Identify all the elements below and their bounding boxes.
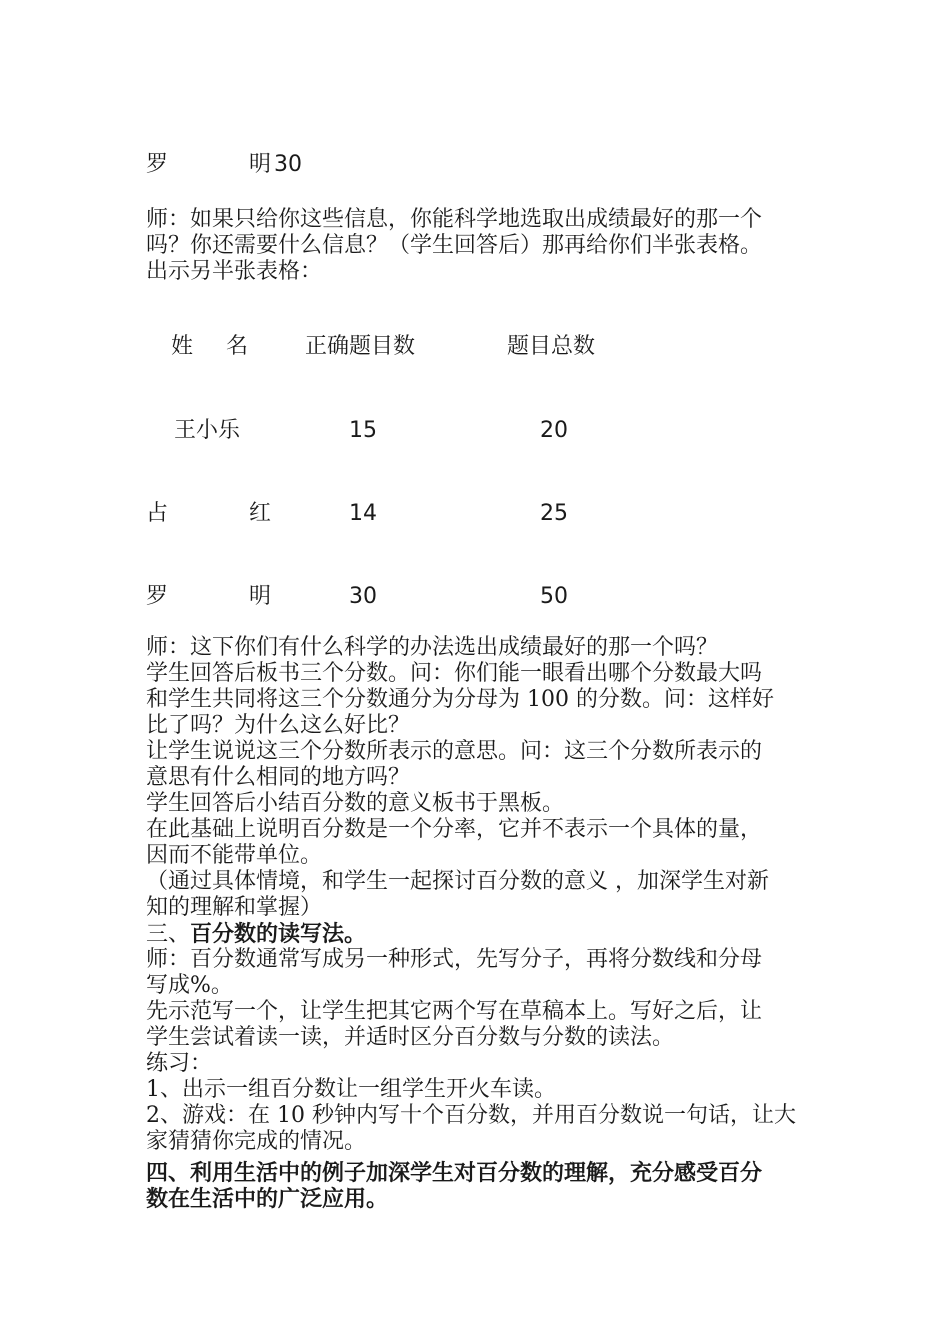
- section-3-line: 2、游戏：在 10 秒钟内写十个百分数，并用百分数说一句话，让大: [146, 1103, 796, 1128]
- body-line: 师：这下你们有什么科学的办法选出成绩最好的那一个吗？: [146, 635, 719, 660]
- table-row-name: 王小乐: [174, 418, 241, 443]
- body-line: 在此基础上说明百分数是一个分率，它并不表示一个具体的量，: [146, 817, 763, 842]
- table-row-name-first: 占: [146, 501, 169, 526]
- section-3-line: 先示范写一个，让学生把其它两个写在草稿本上。写好之后，让: [146, 999, 763, 1024]
- top-row-value: 30: [274, 152, 302, 177]
- table-row-name-first: 罗: [146, 584, 169, 609]
- table-row-correct: 30: [349, 584, 377, 609]
- table-row-correct: 14: [349, 501, 377, 526]
- body-line: （通过具体情境，和学生一起探讨百分数的意义 ，加深学生对新: [146, 869, 769, 894]
- table-row-name-last: 明: [249, 584, 272, 609]
- table-row-total: 25: [540, 501, 568, 526]
- top-row-name-first: 罗: [146, 152, 169, 177]
- body-line: 知的理解和掌握）: [146, 895, 323, 920]
- section-4-heading: 四、利用生活中的例子加深学生对百分数的理解，充分感受百分: [146, 1160, 763, 1186]
- section-3-prefix: 三、: [146, 922, 191, 947]
- table-row-total: 20: [540, 418, 568, 443]
- intro-line: 师：如果只给你这些信息，你能科学地选取出成绩最好的那一个: [146, 207, 763, 232]
- section-3-line: 师：百分数通常写成另一种形式，先写分子，再将分数线和分母: [146, 947, 763, 972]
- body-line: 学生回答后小结百分数的意义板书于黑板。: [146, 791, 565, 816]
- header-name-first: 姓: [171, 334, 194, 359]
- body-line: 比了吗？为什么这么好比？: [146, 713, 411, 738]
- table-row-correct: 15: [349, 418, 377, 443]
- header-total-count: 题目总数: [507, 334, 596, 359]
- header-correct-count: 正确题目数: [305, 334, 416, 359]
- section-3-line: 写成%。: [146, 973, 233, 998]
- intro-line: 出示另半张表格：: [146, 259, 323, 284]
- body-line: 让学生说说这三个分数所表示的意思。问：这三个分数所表示的: [146, 739, 763, 764]
- table-row-name-last: 红: [249, 501, 272, 526]
- intro-line: 吗？你还需要什么信息？（学生回答后）那再给你们半张表格。: [146, 233, 763, 258]
- section-3-title: 百分数的读写法。: [190, 921, 367, 947]
- body-line: 意思有什么相同的地方吗？: [146, 765, 411, 790]
- body-line: 学生回答后板书三个分数。问：你们能一眼看出哪个分数最大吗: [146, 661, 763, 686]
- section-3-line: 家猜猜你完成的情况。: [146, 1129, 367, 1154]
- body-line: 因而不能带单位。: [146, 843, 323, 868]
- table-row-total: 50: [540, 584, 568, 609]
- section-3-line: 练习：: [146, 1051, 213, 1076]
- section-3-line: 1、出示一组百分数让一组学生开火车读。: [146, 1077, 556, 1102]
- section-3-heading: [146, 921, 366, 948]
- section-4-heading: 数在生活中的广泛应用。: [146, 1186, 389, 1212]
- top-row-name-last: 明: [249, 152, 272, 177]
- section-3-line: 学生尝试着读一读，并适时区分百分数与分数的读法。: [146, 1025, 675, 1050]
- body-line: 和学生共同将这三个分数通分为分母为 100 的分数。问：这样好: [146, 687, 774, 712]
- header-name-last: 名: [226, 334, 249, 359]
